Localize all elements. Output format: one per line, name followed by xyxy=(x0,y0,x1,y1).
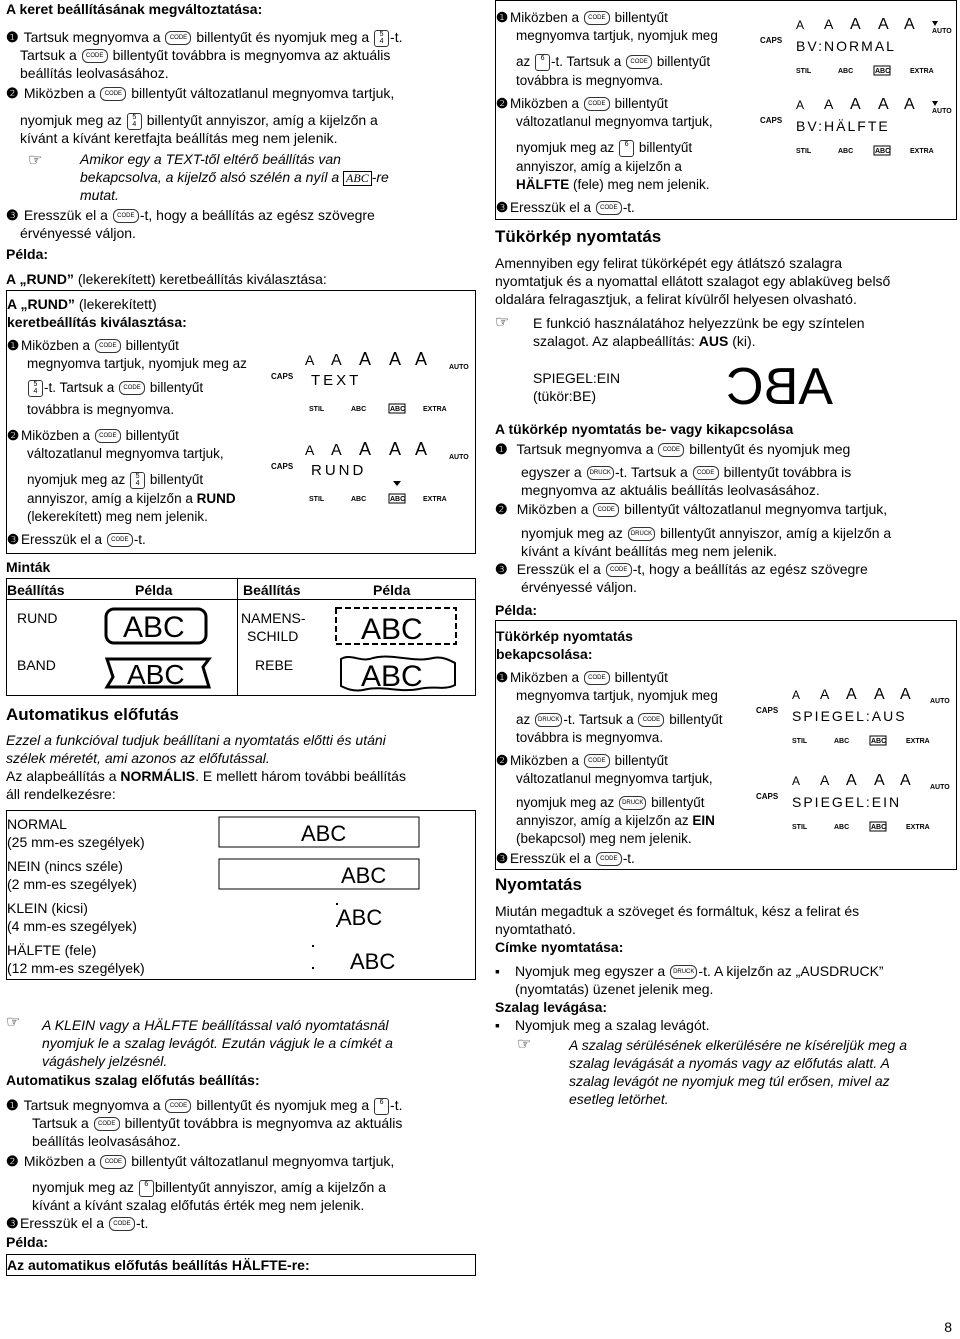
svg-text:ABC: ABC xyxy=(361,613,423,646)
key-6-icon: 6 xyxy=(139,1180,154,1197)
code-key-icon: CODE xyxy=(596,201,622,215)
svg-text:BV:HÄLFTE: BV:HÄLFTE xyxy=(796,118,890,134)
svg-text:CAPS: CAPS xyxy=(760,116,783,125)
svg-text:AUTO: AUTO xyxy=(449,364,469,371)
svg-text:A: A xyxy=(415,439,428,459)
svg-text:AUTO: AUTO xyxy=(932,28,952,35)
code-key-icon: CODE xyxy=(584,97,610,111)
svg-text:CAPS: CAPS xyxy=(271,462,294,471)
step-2-end: kívánt a kívánt keretfajta beállítás meg nem jelenik. xyxy=(20,130,338,146)
auto-feed-setting-heading: Automatikus szalag előfutás beállítás: xyxy=(6,1072,260,1088)
svg-text:A: A xyxy=(820,686,830,702)
svg-text:A: A xyxy=(878,16,889,33)
rebe-frame-sample xyxy=(333,653,463,695)
pointing-hand-icon: ☞ xyxy=(6,1014,21,1031)
svg-text:ABC: ABC xyxy=(390,496,406,503)
key-5-4-icon: 5 4 xyxy=(130,472,145,489)
svg-text:ABC: ABC xyxy=(871,824,887,831)
band-frame-sample xyxy=(103,653,218,693)
code-key-icon: CODE xyxy=(165,31,191,45)
code-key-icon: CODE xyxy=(606,563,632,577)
pointing-hand-icon: ☞ xyxy=(517,1036,532,1053)
svg-text:STIL: STIL xyxy=(309,406,325,413)
svg-text:AUTO: AUTO xyxy=(930,784,950,791)
mirror-toggle-heading: A tükörkép nyomtatás be- vagy kikapcsolása xyxy=(495,421,794,437)
svg-text:A: A xyxy=(305,442,315,458)
code-key-icon: CODE xyxy=(109,1217,135,1231)
step-1-end: beállítás leolvasásához. xyxy=(20,65,169,81)
svg-text:ABC: ABC xyxy=(838,148,854,155)
svg-text:AUTO: AUTO xyxy=(932,108,952,115)
rund-example-box: A „RUND” (lekerekített) keretbeállítás kiválasztása: ❶ Miközben a CODE billentyűt megnyomva tartjuk, nyomjuk meg az 5 4 -t. Tartsuk a CODE billentyűt továbbra is megnyomva. ❷ Miközben a CODE billentyűt változatlanul megnyomva tartjuk, nyomjuk meg az 5 4 billentyűt annyiszor, amíg a kijelzőn a RUND (lekerekített) meg nem jelenik. ❸ Eresszük el a CODE -t. CAPS AUTO A A A A A TEXT STIL ABC ABC EXTRA CAPS AUTO A A A A A RUND STIL ABC ABC EXTRA xyxy=(6,290,476,554)
svg-text:AUTO: AUTO xyxy=(930,698,950,705)
code-key-icon: CODE xyxy=(82,49,108,63)
code-key-icon: CODE xyxy=(100,1155,126,1169)
abc-box-icon: ABC xyxy=(343,171,372,186)
druck-key-icon: DRUCK xyxy=(628,527,655,541)
svg-text:ABC: ABC xyxy=(350,949,396,974)
svg-text:CAPS: CAPS xyxy=(756,706,779,715)
label-print-heading: Címke nyomtatása: xyxy=(495,939,624,955)
svg-text:A: A xyxy=(850,96,861,113)
svg-text:ABC: ABC xyxy=(361,660,423,693)
svg-text:A: A xyxy=(850,16,861,33)
svg-text:A: A xyxy=(796,98,805,112)
svg-text:A: A xyxy=(904,96,915,113)
svg-text:A: A xyxy=(415,349,428,369)
svg-text:A: A xyxy=(846,686,857,703)
svg-text:ABC: ABC xyxy=(123,611,185,644)
svg-text:A: A xyxy=(389,349,402,369)
lcd-display-bv-normal xyxy=(760,15,956,77)
svg-text:A: A xyxy=(389,439,402,459)
sample-rebe-label: REBE xyxy=(255,657,294,673)
key-5-4-icon: 5 4 xyxy=(28,380,43,397)
druck-key-icon: DRUCK xyxy=(535,713,562,727)
svg-text:A: A xyxy=(359,439,372,459)
svg-text:ABC: ABC xyxy=(834,738,850,745)
pointing-hand-icon: ☞ xyxy=(495,314,510,331)
svg-text:SPIEGEL:EIN: SPIEGEL:EIN xyxy=(792,794,902,810)
svg-text:A: A xyxy=(792,774,801,788)
svg-text:CAPS: CAPS xyxy=(756,792,779,801)
code-key-icon: CODE xyxy=(596,852,622,866)
svg-text:A: A xyxy=(904,16,915,33)
svg-text:ABC: ABC xyxy=(875,68,891,75)
svg-text:A: A xyxy=(900,772,911,789)
rund-title: A „RUND” (lekerekített) keretbeállítás kiválasztása: xyxy=(6,271,327,287)
svg-text:ABC: ABC xyxy=(351,406,367,413)
key-6-icon: 6 xyxy=(374,1098,389,1115)
code-key-icon: CODE xyxy=(165,1099,191,1113)
svg-text:A: A xyxy=(874,772,885,789)
step-2: ❷ Miközben a CODE billentyűt változatlanul megnyomva tartjuk, xyxy=(6,85,395,101)
svg-text:EXTRA: EXTRA xyxy=(906,738,930,745)
svg-text:A: A xyxy=(824,16,834,32)
note-mirror: ☞ E funkció használatához helyezzünk be egy színtelen szalagot. Az alapbeállítás: AUS (ki). xyxy=(495,314,865,349)
code-key-icon: CODE xyxy=(626,55,652,69)
svg-text:A: A xyxy=(331,352,342,369)
svg-text:ABC: ABC xyxy=(341,863,387,888)
code-key-icon: CODE xyxy=(593,503,619,517)
halfte-example-box: Az automatikus előfutás beállítás HÄLFTE-re: xyxy=(6,1254,476,1276)
code-key-icon: CODE xyxy=(584,11,610,25)
samples-heading: Minták xyxy=(6,559,51,575)
col-header-setting: Beállítás xyxy=(7,582,65,598)
svg-text:ABC: ABC xyxy=(875,148,891,155)
svg-text:CAPS: CAPS xyxy=(271,372,294,381)
lcd-display-rund xyxy=(271,439,471,509)
auto-feed-heading: Automatikus előfutás xyxy=(6,705,179,724)
step-3-end: érvényessé váljon. xyxy=(20,225,136,241)
svg-text:AUTO: AUTO xyxy=(449,454,469,461)
mirror-on-label: SPIEGEL:EIN xyxy=(533,370,621,386)
halfte-steps-box: ❶ Miközben a CODE billentyűt megnyomva tartjuk, nyomjuk meg az 6 -t. Tartsuk a CODE billentyűt továbbra is megnyomva. ❷ Miközben a CODE billentyűt változatlanul megnyomva tartjuk, nyomjuk meg az 6 billentyűt annyiszor, amíg a kijelzőn a HÄLFTE (fele) meg nem jelenik. ❸ Eresszük el a CODE -t. CAPS AUTO A A A A A BV:NORMAL STIL ABC ABC EXTRA CAPS AUTO A A A A A BV:HÄLFTE STIL ABC ABC EXTRA xyxy=(495,0,957,220)
note-auto-feed: ☞ A KLEIN vagy a HÄLFTE beállítással való nyomtatásnál nyomjuk le a szalag levágót. Ezután vágjuk le a címkét a vágáshely jelzésnél. xyxy=(6,1014,393,1069)
pointing-hand-icon: ☞ xyxy=(28,152,43,169)
svg-text:EXTRA: EXTRA xyxy=(910,68,934,75)
code-key-icon: CODE xyxy=(584,754,610,768)
mirror-heading: Tükörkép nyomtatás xyxy=(495,227,662,246)
code-key-icon: CODE xyxy=(95,339,121,353)
code-key-icon: CODE xyxy=(693,466,719,480)
lcd-display-spiegel-ein xyxy=(756,771,954,833)
samples-table: Beállítás Példa Beállítás Példa RUND BAND NAMENS- SCHILD REBE ABC ABC ABC ABC xyxy=(6,578,476,696)
key-6-icon: 6 xyxy=(535,54,550,71)
svg-text:EXTRA: EXTRA xyxy=(423,496,447,503)
svg-text:A: A xyxy=(331,442,342,459)
druck-key-icon: DRUCK xyxy=(619,796,646,810)
druck-key-icon: DRUCK xyxy=(670,965,697,979)
mirror-example-box: Tükörkép nyomtatás bekapcsolása: ❶ Miközben a CODE billentyűt megnyomva tartjuk, nyomjuk meg az DRUCK -t. Tartsuk a CODE billentyűt továbbra is megnyomva. ❷ Miközben a CODE billentyűt változatlanul megnyomva tartjuk, nyomjuk meg az DRUCK billentyűt annyiszor, amíg a kijelzőn az EIN (bekapcsol) meg nem jelenik. ❸ Eresszük el a CODE -t. CAPS AUTO A A A A A SPIEGEL:AUS STIL ABC ABC EXTRA CAPS AUTO A A A A A SPIEGEL:EIN STIL ABC ABC EXTRA xyxy=(495,620,957,870)
margins-examples-box: NORMAL (25 mm-es szegélyek) NEIN (nincs széle) (2 mm-es szegélyek) KLEIN (kicsi) (4 mm-es szegélyek) HÄLFTE (fele) (12 mm-es szegélyek) ABC ABC ABC ABC xyxy=(6,810,476,980)
step-1: ❶ Tartsuk megnyomva a CODE billentyűt és nyomjuk meg a 5 4 -t. xyxy=(6,29,403,45)
example-label: Példa: xyxy=(6,246,49,262)
svg-text:EXTRA: EXTRA xyxy=(423,406,447,413)
svg-text:STIL: STIL xyxy=(309,496,325,503)
sample-band-label: BAND xyxy=(17,657,56,673)
key-5-4-icon: 5 4 xyxy=(127,113,142,130)
key-6-icon: 6 xyxy=(619,140,634,157)
svg-text:ABC: ABC xyxy=(337,905,383,930)
svg-text:STIL: STIL xyxy=(796,148,812,155)
svg-text:A: A xyxy=(820,772,830,788)
svg-text:A: A xyxy=(846,772,857,789)
namensschild-frame-sample xyxy=(333,605,463,647)
code-key-icon: CODE xyxy=(107,533,133,547)
svg-text:ABC: ABC xyxy=(390,406,406,413)
code-key-icon: CODE xyxy=(94,1117,120,1131)
druck-key-icon: DRUCK xyxy=(587,466,614,480)
tape-cut-heading: Szalag levágása: xyxy=(495,999,608,1015)
svg-text:A: A xyxy=(824,96,834,112)
section-heading-frame: A keret beállításának megváltoztatása: xyxy=(6,1,263,17)
code-key-icon: CODE xyxy=(119,381,145,395)
lcd-display-spiegel-aus xyxy=(756,685,954,747)
sample-rund-label: RUND xyxy=(17,610,58,626)
svg-text:ABC: ABC xyxy=(127,659,185,690)
svg-text:ABC: ABC xyxy=(301,821,347,846)
svg-text:STIL: STIL xyxy=(796,68,812,75)
svg-text:A: A xyxy=(900,686,911,703)
col-header-example: Példa xyxy=(135,582,173,598)
note-frame: ☞ Amikor egy a TEXT-től eltérő beállítás van bekapcsolva, a kijelző alsó szélén a nyíl a ABC -re mutat. xyxy=(28,151,389,203)
svg-text:A: A xyxy=(878,96,889,113)
svg-text:ABC: ABC xyxy=(838,68,854,75)
svg-text:EXTRA: EXTRA xyxy=(910,148,934,155)
lcd-display-bv-halfte xyxy=(760,95,956,157)
mirrored-abc-sample xyxy=(709,356,839,412)
svg-text:RUND: RUND xyxy=(311,462,367,479)
svg-text:A: A xyxy=(305,352,315,368)
key-5-4-icon: 5 4 xyxy=(374,30,389,47)
svg-text:ABC: ABC xyxy=(726,358,833,412)
svg-text:A: A xyxy=(359,349,372,369)
svg-text:CAPS: CAPS xyxy=(760,36,783,45)
step-3: ❸ Eresszük el a CODE -t, hogy a beállítás az egész szövegre xyxy=(6,207,375,223)
code-key-icon: CODE xyxy=(113,209,139,223)
svg-text:TEXT: TEXT xyxy=(311,372,362,389)
code-key-icon: CODE xyxy=(638,713,664,727)
note-cut: ☞ A szalag sérülésének elkerülésére ne kíséreljük meg a szalag levágását a nyomás vagy az előfutás alatt. A szalag levágót ne nyomjuk meg túl erősen, mivel az esetleg letörhet. xyxy=(517,1036,907,1107)
rund-frame-sample xyxy=(103,605,213,647)
svg-text:A: A xyxy=(792,688,801,702)
svg-text:EXTRA: EXTRA xyxy=(906,824,930,831)
svg-text:A: A xyxy=(874,686,885,703)
code-key-icon: CODE xyxy=(584,671,610,685)
svg-text:ABC: ABC xyxy=(351,496,367,503)
print-heading: Nyomtatás xyxy=(495,875,582,894)
code-key-icon: CODE xyxy=(100,87,126,101)
code-key-icon: CODE xyxy=(658,443,684,457)
svg-text:STIL: STIL xyxy=(792,738,808,745)
lcd-display-text xyxy=(271,349,471,419)
svg-text:BV:NORMAL: BV:NORMAL xyxy=(796,38,896,54)
svg-text:ABC: ABC xyxy=(834,824,850,831)
svg-text:STIL: STIL xyxy=(792,824,808,831)
svg-text:ABC: ABC xyxy=(871,738,887,745)
sample-namens-label: NAMENS- xyxy=(241,610,306,626)
step-2-cont: nyomjuk meg az 5 4 billentyűt annyiszor, amíg a kijelzőn a xyxy=(20,112,378,128)
svg-text:A: A xyxy=(796,18,805,32)
code-key-icon: CODE xyxy=(95,429,121,443)
page-number: 8 xyxy=(944,1319,952,1335)
margin-samples-graphic xyxy=(217,815,467,975)
step-1-cont: Tartsuk a CODE billentyűt továbbra is megnyomva az aktuális xyxy=(20,47,391,63)
svg-text:SPIEGEL:AUS: SPIEGEL:AUS xyxy=(792,708,907,724)
